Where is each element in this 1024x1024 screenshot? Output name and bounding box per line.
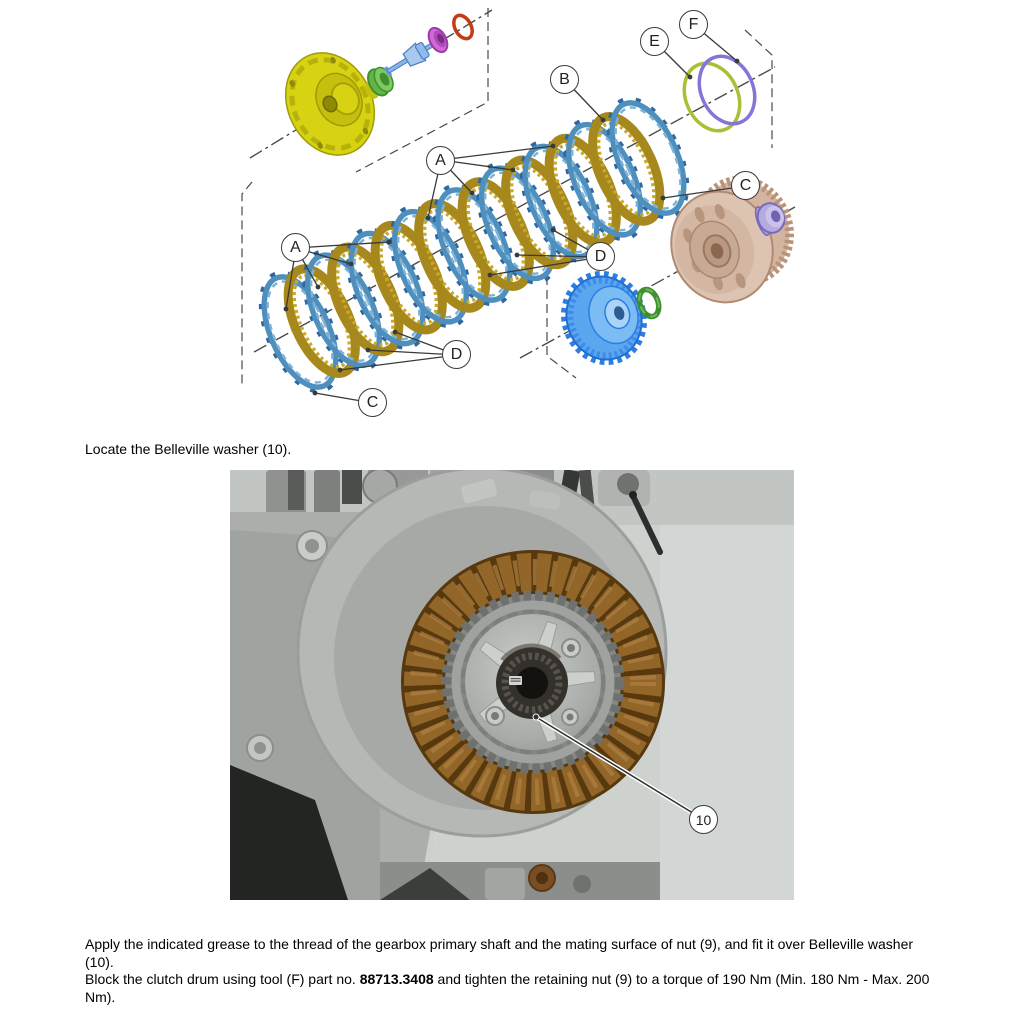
exploded-diagram xyxy=(240,0,800,440)
clutch-hub-gear xyxy=(555,265,654,370)
tool-part-number: 88713.3408 xyxy=(359,971,434,987)
instruction-line-1: Apply the indicated grease to the thread of the gearbox primary shaft and the mating surface of nut (9), and fit it over Belleville washer (10). xyxy=(85,936,914,970)
callout-d-2: D xyxy=(442,340,471,369)
seal-ring-purple xyxy=(425,25,451,55)
callout-c-2: C xyxy=(358,388,387,417)
callout-d-1: D xyxy=(586,242,615,271)
center-hub xyxy=(496,646,568,719)
instruction-paragraph xyxy=(85,936,941,1006)
instruction-line-2: Block the clutch drum using tool (F) part no. 88713.3408 and tighten the retaining nut (9) to a torque of 190 Nm (Min. 180 Nm - Max. 200 Nm). xyxy=(85,971,930,1005)
callout-a-2: A xyxy=(281,233,310,262)
callout-c-1: C xyxy=(731,171,760,200)
clutch-photo xyxy=(230,470,794,900)
callout-10: 10 xyxy=(689,805,718,834)
callout-e: E xyxy=(640,27,669,56)
snap-ring-e xyxy=(674,54,750,139)
snap-ring-f xyxy=(689,47,765,132)
callout-a-1: A xyxy=(426,146,455,175)
callout-f: F xyxy=(679,10,708,39)
photo-art xyxy=(230,470,794,900)
engine-bottom-parts xyxy=(380,862,660,900)
callout-b: B xyxy=(550,65,579,94)
pressure-plate xyxy=(269,34,398,170)
caption: Locate the Belleville washer (10). xyxy=(85,441,292,457)
clutch-drum xyxy=(655,167,800,316)
